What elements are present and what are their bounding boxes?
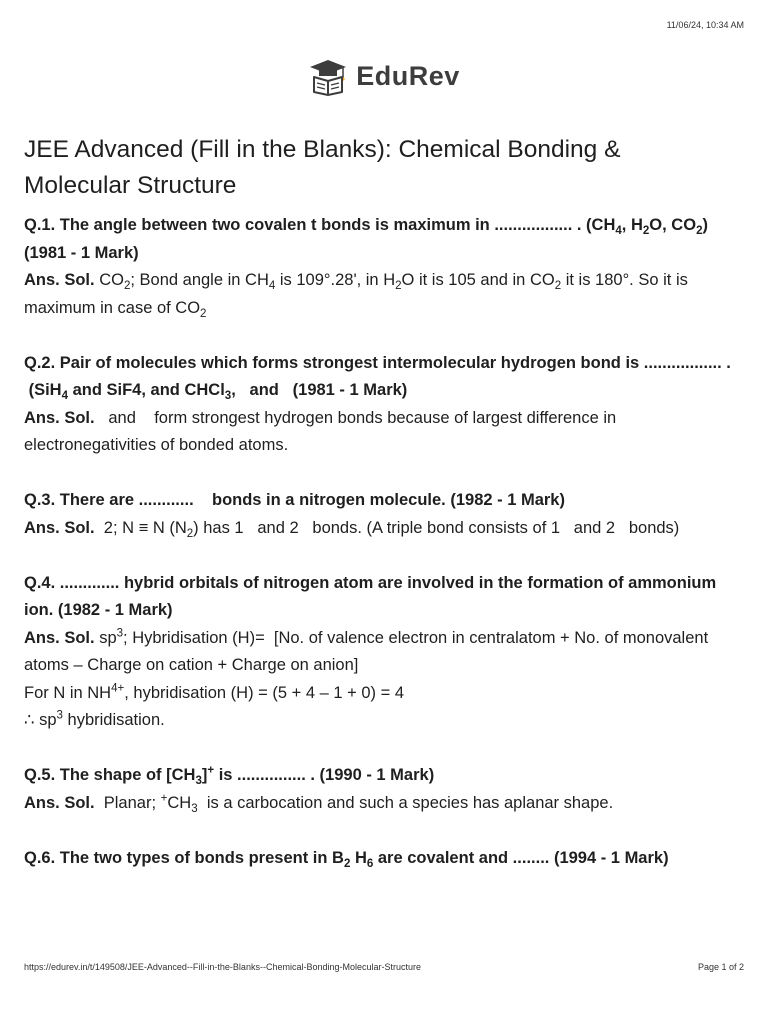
answer-1: [24, 267, 740, 322]
footer-url[interactable]: https://edurev.in/t/149508/JEE-Advanced--Fill-in-the-Blanks--Chemical-Bonding-Molecular-Structure: [24, 962, 422, 972]
question-list: [24, 212, 740, 872]
question-2: Q.2. Pair of molecules which forms strongest intermolecular hydrogen bond is ................. .: [24, 353, 731, 372]
answer-text: $sp^3$; Hybridisation (H)= [No. of valence electron in centralatom + No. of monovalent atoms – Charge on cation + Charge on anion]: [24, 627, 709, 674]
question-4: Q.4. ............. hybrid orbitals of nitrogen atom are involved in the formation of ammonium ion. (1982 - 1 Mark): [24, 573, 717, 619]
question-2-options-text: (SiH$_4$ and SiF4, and CHCl$_3$, and (1981 - 1 Mark): [28, 381, 408, 403]
answer-label: Ans. Sol.: [24, 518, 95, 537]
page-title: JEE Advanced (Fill in the Blanks): Chemical Bonding & Molecular Structure: [24, 136, 621, 199]
question-1: Q.1. The angle between two covalen t bonds is maximum in ................. . ($CH_4$, $H_2O$, $CO_2$) (1981 - 1 Mark): [24, 216, 708, 262]
question-5: Q.5. The shape of $[CH_3]^+$ is ............... . (1990 - 1 Mark): [24, 764, 435, 788]
answer-5: [24, 790, 740, 818]
print-timestamp: 11/06/24, 10:34 AM: [666, 20, 744, 30]
answer-label: Ans. Sol.: [24, 408, 95, 427]
answer-4: [24, 625, 740, 680]
answer-4-line-2: For N in $NH^{4+}$, hybridisation (H) = (5 + 4 – 1 + 0) = 4: [24, 682, 404, 702]
answer-text: 2; N ≡ N $(N_2)$ has 1 and 2 bonds. (A triple bond consists of 1 and 2 bonds): [103, 518, 680, 540]
question-2-options: [24, 377, 740, 405]
answer-text: $CO_2$; Bond angle in $CH_4$ is 109°.28', in $H_2O$ it is 105 and in $CO_2$ it is 180°. So it is maximum in case of $CO_2$: [24, 271, 688, 320]
logo-text: EduRev: [356, 60, 460, 91]
answer-label: Ans. Sol.: [24, 793, 95, 812]
page-number: Page 1 of 2: [697, 962, 744, 972]
question-6: Q.6. The two types of bonds present in $B_2$ $H_6$ are covalent and ........ (1994 - 1 Mark): [24, 848, 669, 870]
answer-4-line-3: ∴ $sp^3$ hybridisation.: [24, 709, 165, 729]
answer-3: [24, 515, 740, 543]
question-3: Q.3. There are ............ bonds in a nitrogen molecule. (1982 - 1 Mark): [24, 491, 565, 509]
answer-label: Ans. Sol.: [24, 271, 95, 289]
edurev-logo[interactable]: [0, 56, 768, 96]
graduation-cap-book-icon: [308, 56, 348, 96]
answer-text: and form strongest hydrogen bonds because of largest difference in electronegativities of bonded atoms.: [24, 408, 617, 454]
answer-text: Planar; $^+CH_3$ is a carbocation and such a species has aplanar shape.: [103, 792, 614, 815]
answer-2: [24, 405, 740, 460]
answer-label: Ans. Sol.: [24, 628, 95, 647]
